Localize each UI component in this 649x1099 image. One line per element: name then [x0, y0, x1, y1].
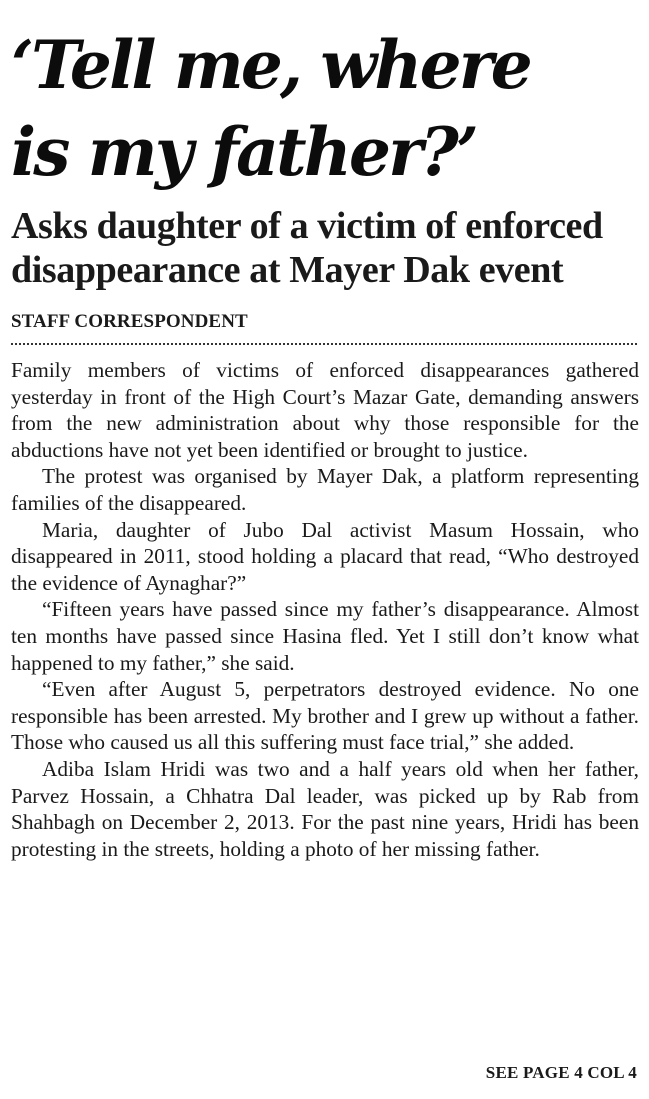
- paragraph-4: “Fifteen years have passed since my father’s disappearance. Almost ten months have passed since Hasina fled. Yet I still don’t know what happened to my father,” she said.: [11, 597, 639, 675]
- article-body: [11, 357, 639, 862]
- paragraph-6: Adiba Islam Hridi was two and a half years old when her father, Parvez Hossain, a Chhatra Dal leader, was picked up by Rab from Shahbagh on December 2, 2013. For the past nine years, Hridi has been protesting in the streets, holding a photo of her missing father.: [11, 756, 639, 861]
- continuation-jump: SEE PAGE 4 COL 4: [485, 1063, 637, 1082]
- dotted-divider: [11, 343, 637, 345]
- subheadline-line-2: disappearance at Mayer Dak event: [11, 249, 564, 291]
- headline-line-1: ‘Tell me, where: [11, 26, 530, 104]
- paragraph-5: “Even after August 5, perpetrators destroyed evidence. No one responsible has been arrested. My brother and I grew up without a father. Those who caused us all this suffering must face trial,” she added.: [11, 677, 639, 755]
- paragraph-2: The protest was organised by Mayer Dak, a platform representing families of the disappeared.: [11, 464, 639, 515]
- headline: [11, 0, 639, 196]
- headline-line-2: is my father?’: [11, 113, 477, 191]
- subheadline-line-1: Asks daughter of a victim of enforced: [11, 205, 603, 247]
- byline: STAFF CORRESPONDENT: [11, 311, 248, 332]
- subheadline: [11, 204, 639, 292]
- paragraph-3: Maria, daughter of Jubo Dal activist Masum Hossain, who disappeared in 2011, stood holding a placard that read, “Who destroyed the evidence of Aynaghar?”: [11, 517, 639, 595]
- paragraph-1: Family members of victims of enforced disappearances gathered yesterday in front of the High Court’s Mazar Gate, demanding answers from the new administration about why those responsible for the abductions have not yet been identified or brought to justice.: [11, 358, 639, 462]
